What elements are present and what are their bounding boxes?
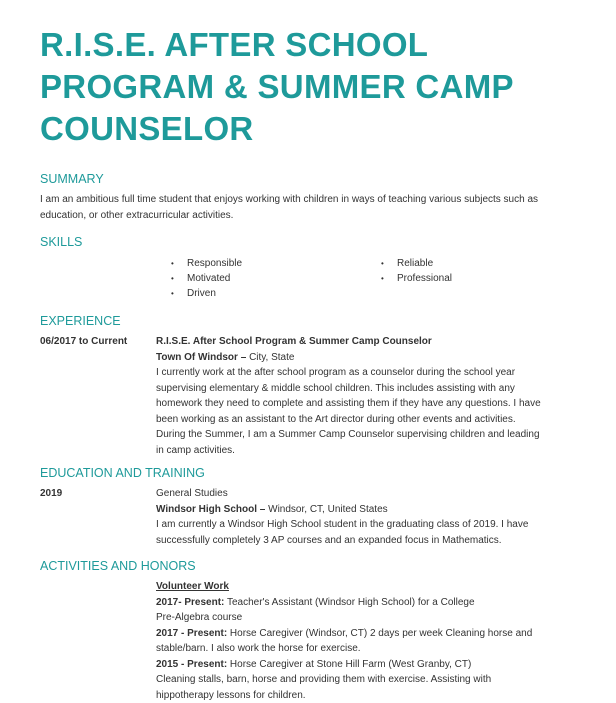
summary-text	[40, 192, 580, 223]
summary-line: education, or other extracurricular activities.	[40, 208, 580, 224]
activity-line: 2017 - Present: Horse Caregiver (Windsor, CT) 2 days per week Cleaning horse and	[156, 626, 576, 642]
activity-line: 2015 - Present: Horse Caregiver at Stone Hill Farm (West Granby, CT)	[156, 657, 576, 673]
title-line-3: COUNSELOR	[40, 108, 600, 150]
activities-heading: ACTIVITIES AND HONORS	[40, 559, 196, 573]
skill-item: • Professional	[381, 271, 452, 286]
activity-line: hippotherapy lessons for children.	[156, 688, 576, 703]
experience-line: been working as an assistant to the Art director during other events and activities.	[156, 412, 576, 428]
skills-heading: SKILLS	[40, 235, 82, 249]
bullet-icon: •	[171, 286, 174, 301]
skill-item: • Motivated	[171, 271, 242, 286]
experience-line: supervising elementary & middle school children. This includes assisting with any	[156, 381, 576, 397]
volunteer-subheading: Volunteer Work	[156, 579, 576, 595]
activity-line: 2017- Present: Teacher's Assistant (Windsor High School) for a College	[156, 595, 576, 611]
education-heading: EDUCATION AND TRAINING	[40, 466, 205, 480]
title-line-2: PROGRAM & SUMMER CAMP	[40, 66, 600, 108]
bullet-icon: •	[171, 256, 174, 271]
summary-line: I am an ambitious full time student that enjoys working with children in ways of teaching various subjects such as	[40, 192, 580, 208]
skills-column-1	[171, 256, 242, 301]
title-line-1: R.I.S.E. AFTER SCHOOL	[40, 24, 600, 66]
activity-line: stable/barn. I also work the horse for exercise.	[156, 641, 576, 657]
school-location: Windsor, CT, United States	[268, 504, 388, 515]
employer-line: Town Of Windsor – City, State	[156, 350, 576, 366]
experience-entry	[156, 334, 576, 458]
activity-line: Pre-Algebra course	[156, 610, 576, 626]
skill-item: • Reliable	[381, 256, 452, 271]
school-name: Windsor High School	[156, 504, 257, 515]
activities-entry	[156, 579, 576, 703]
skill-item: • Responsible	[171, 256, 242, 271]
activity-line: Cleaning stalls, barn, horse and providing them with exercise. Assisting with	[156, 672, 576, 688]
bullet-icon: •	[381, 271, 384, 286]
education-line: I am currently a Windsor High School student in the graduating class of 2019. I have	[156, 517, 576, 533]
experience-heading: EXPERIENCE	[40, 314, 121, 328]
bullet-icon: •	[171, 271, 174, 286]
education-date: 2019	[40, 488, 62, 499]
experience-date: 06/2017 to Current	[40, 336, 127, 347]
job-title: R.I.S.E. After School Program & Summer Camp Counselor	[156, 334, 576, 350]
education-entry	[156, 486, 576, 548]
experience-line: in camp activities.	[156, 443, 576, 459]
degree: General Studies	[156, 486, 576, 502]
employer-location: City, State	[249, 352, 294, 363]
skills-column-2	[381, 256, 452, 286]
experience-line: homework they need to complete and assisting them if they have any questions. I have	[156, 396, 576, 412]
resume-title	[40, 24, 600, 150]
experience-line: During the Summer, I am a Summer Camp Counselor supervising children and leading	[156, 427, 576, 443]
summary-heading: SUMMARY	[40, 172, 104, 186]
experience-line: I currently work at the after school program as a counselor during the school year	[156, 365, 576, 381]
skill-item: • Driven	[171, 286, 242, 301]
employer-name: Town Of Windsor	[156, 352, 238, 363]
school-line: Windsor High School – Windsor, CT, United States	[156, 502, 576, 518]
bullet-icon: •	[381, 256, 384, 271]
education-line: successfully completely 3 AP courses and an expanded focus in Mathematics.	[156, 533, 576, 549]
